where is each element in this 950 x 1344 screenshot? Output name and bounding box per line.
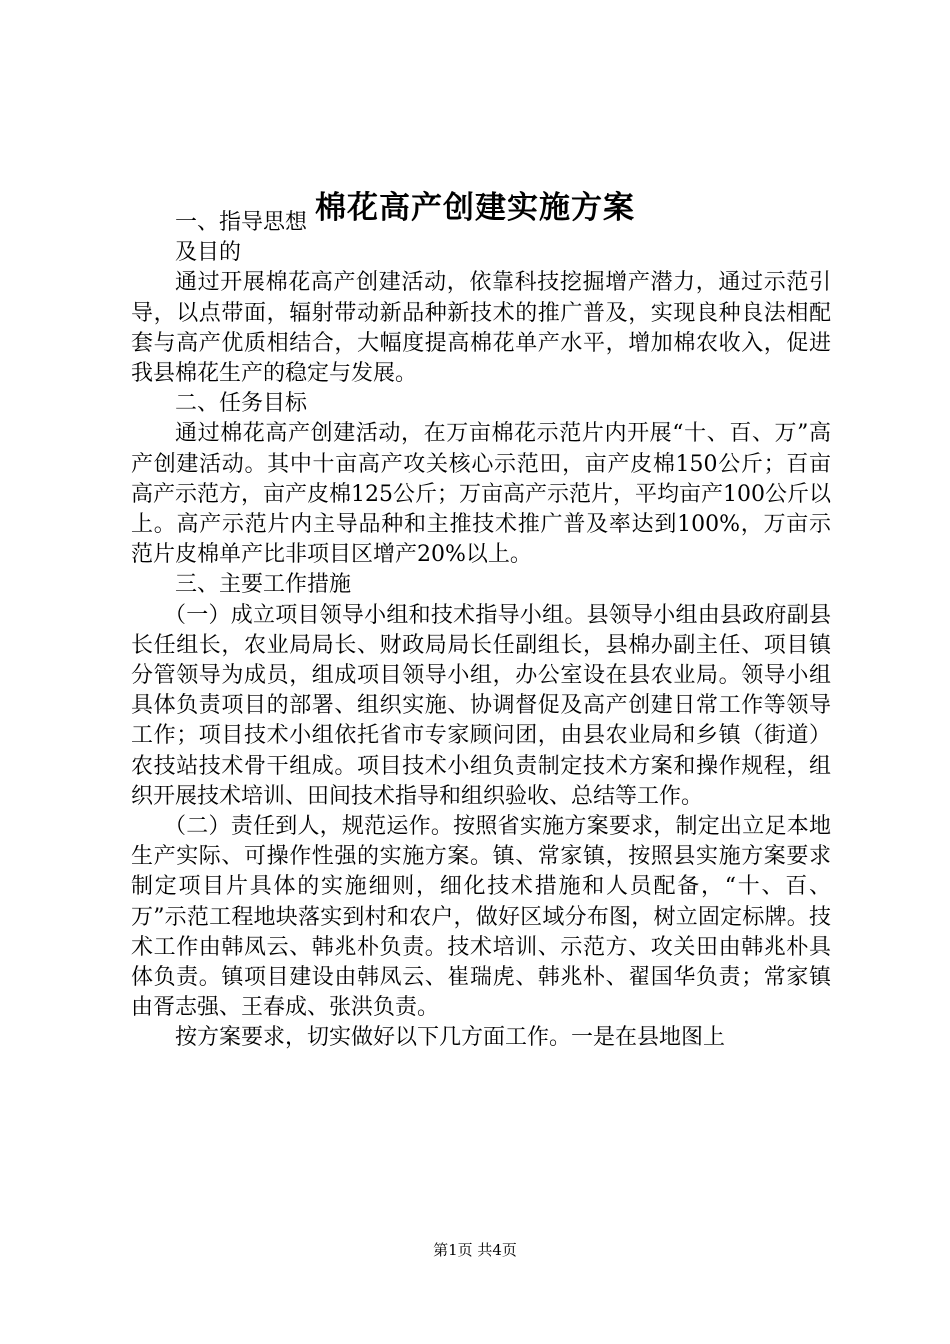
paragraph-plan-requirements: 按方案要求，切实做好以下几方面工作。一是在县地图上 xyxy=(175,1025,726,1051)
document-title: 棉花高产创建实施方案 xyxy=(315,190,635,226)
paragraph-task-goals: 通过棉花高产创建活动，在万亩棉花示范片内开展“十、百、万”高产创建活动。其中十亩高产攻关核心示范田，亩产皮棉150公斤；百亩高产示范方，亩产皮棉125公斤；万亩高产示范片，平均亩产100公斤以上。高产示范片内主导品种和主推技术推广普及率达到100%，万亩示范片皮棉单产比非项目区增产20%以上。 xyxy=(131,421,831,568)
page-number-footer: 第1页 共4页 xyxy=(433,1241,517,1259)
heading-purpose: 及目的 xyxy=(175,240,242,266)
document-body xyxy=(131,208,831,1054)
heading-guiding-ideology: 一、指导思想 xyxy=(175,210,308,235)
paragraph-purpose: 通过开展棉花高产创建活动，依靠科技挖掘增产潜力，通过示范引导，以点带面，辐射带动新品种新技术的推广普及，实现良种良法相配套与高产优质相结合，大幅度提高棉花单产水平，增加棉农收入，促进我县棉花生产的稳定与发展。 xyxy=(131,270,831,387)
paragraph-measure-two: （二）责任到人，规范运作。按照省实施方案要求，制定出立足本地生产实际、可操作性强的实施方案。镇、常家镇，按照县实施方案要求制定项目片具体的实施细则，细化技术措施和人员配备，“十、百、万”示范工程地块落实到村和农户，做好区域分布图，树立固定标牌。技术工作由韩凤云、韩兆朴负责。技术培训、示范方、攻关田由韩兆朴具体负责。镇项目建设由韩凤云、崔瑞虎、韩兆朴、翟国华负责；常家镇由胥志强、王春成、张洪负责。 xyxy=(131,814,831,1021)
heading-main-measures: 三、主要工作措施 xyxy=(175,572,352,598)
paragraph-measure-one: （一）成立项目领导小组和技术指导小组。县领导小组由县政府副县长任组长，农业局局长、财政局局长任副组长，县棉办副主任、项目镇分管领导为成员，组成项目领导小组，办公室设在县农业局。领导小组具体负责项目的部署、组织实施、协调督促及高产创建日常工作等领导工作；项目技术小组依托省市专家顾问团，由县农业局和乡镇（街道）农技站技术骨干组成。项目技术小组负责制定技术方案和操作规程，组织开展技术培训、田间技术指导和组织验收、总结等工作。 xyxy=(131,602,831,809)
heading-task-goals: 二、任务目标 xyxy=(175,391,308,417)
